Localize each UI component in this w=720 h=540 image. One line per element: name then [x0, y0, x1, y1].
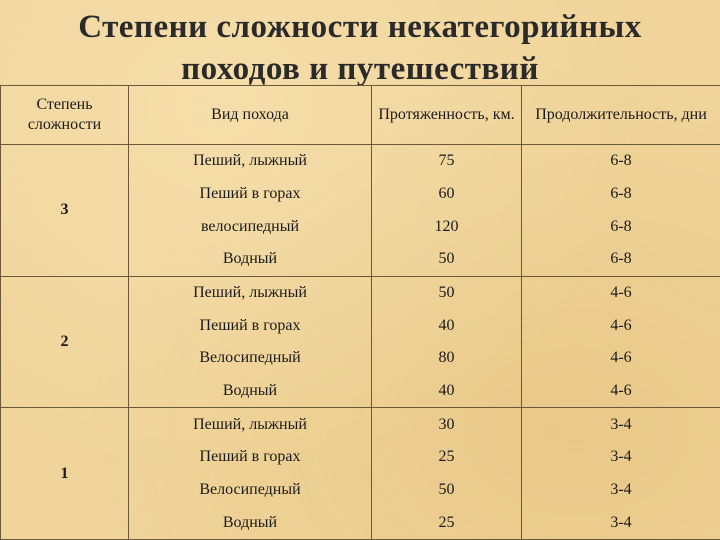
level-cell: 3 [1, 145, 129, 277]
title-line-1: Степени сложности некатегорийных [78, 9, 642, 45]
length-cell: 50 [372, 474, 522, 507]
length-cell: 40 [372, 375, 522, 408]
duration-cell: 4-6 [522, 276, 720, 309]
duration-cell: 4-6 [522, 342, 720, 375]
header-level: Степень сложности [1, 86, 129, 145]
duration-cell: 3-4 [522, 506, 720, 539]
length-cell: 120 [372, 210, 522, 243]
level-cell: 2 [1, 276, 129, 408]
duration-cell: 4-6 [522, 309, 720, 342]
header-duration: Продолжительность, дни [522, 86, 720, 145]
type-cell: Водный [129, 375, 372, 408]
table-row [1, 408, 720, 441]
duration-cell: 6-8 [522, 243, 720, 276]
duration-cell: 3-4 [522, 408, 720, 441]
type-cell: Велосипедный [129, 342, 372, 375]
length-cell: 50 [372, 243, 522, 276]
table-row [1, 145, 720, 178]
table-header-row [1, 86, 720, 145]
length-cell: 25 [372, 441, 522, 474]
table-row [1, 276, 720, 309]
type-cell: Пеший в горах [129, 441, 372, 474]
duration-cell: 3-4 [522, 441, 720, 474]
type-cell: велосипедный [129, 210, 372, 243]
type-cell: Пеший в горах [129, 178, 372, 211]
duration-cell: 3-4 [522, 474, 720, 507]
type-cell: Велосипедный [129, 474, 372, 507]
header-type: Вид похода [129, 86, 372, 145]
length-cell: 40 [372, 309, 522, 342]
page-title [0, 6, 720, 90]
length-cell: 80 [372, 342, 522, 375]
type-cell: Водный [129, 506, 372, 539]
type-cell: Пеший в горах [129, 309, 372, 342]
duration-cell: 6-8 [522, 178, 720, 211]
type-cell: Водный [129, 243, 372, 276]
duration-cell: 6-8 [522, 145, 720, 178]
length-cell: 60 [372, 178, 522, 211]
duration-cell: 4-6 [522, 375, 720, 408]
length-cell: 25 [372, 506, 522, 539]
header-length: Протяженность, км. [372, 86, 522, 145]
length-cell: 50 [372, 276, 522, 309]
type-cell: Пеший, лыжный [129, 408, 372, 441]
length-cell: 30 [372, 408, 522, 441]
level-cell: 1 [1, 408, 129, 540]
title-line-2: походов и путешествий [181, 51, 539, 87]
length-cell: 75 [372, 145, 522, 178]
type-cell: Пеший, лыжный [129, 145, 372, 178]
duration-cell: 6-8 [522, 210, 720, 243]
type-cell: Пеший, лыжный [129, 276, 372, 309]
difficulty-table [0, 85, 720, 540]
